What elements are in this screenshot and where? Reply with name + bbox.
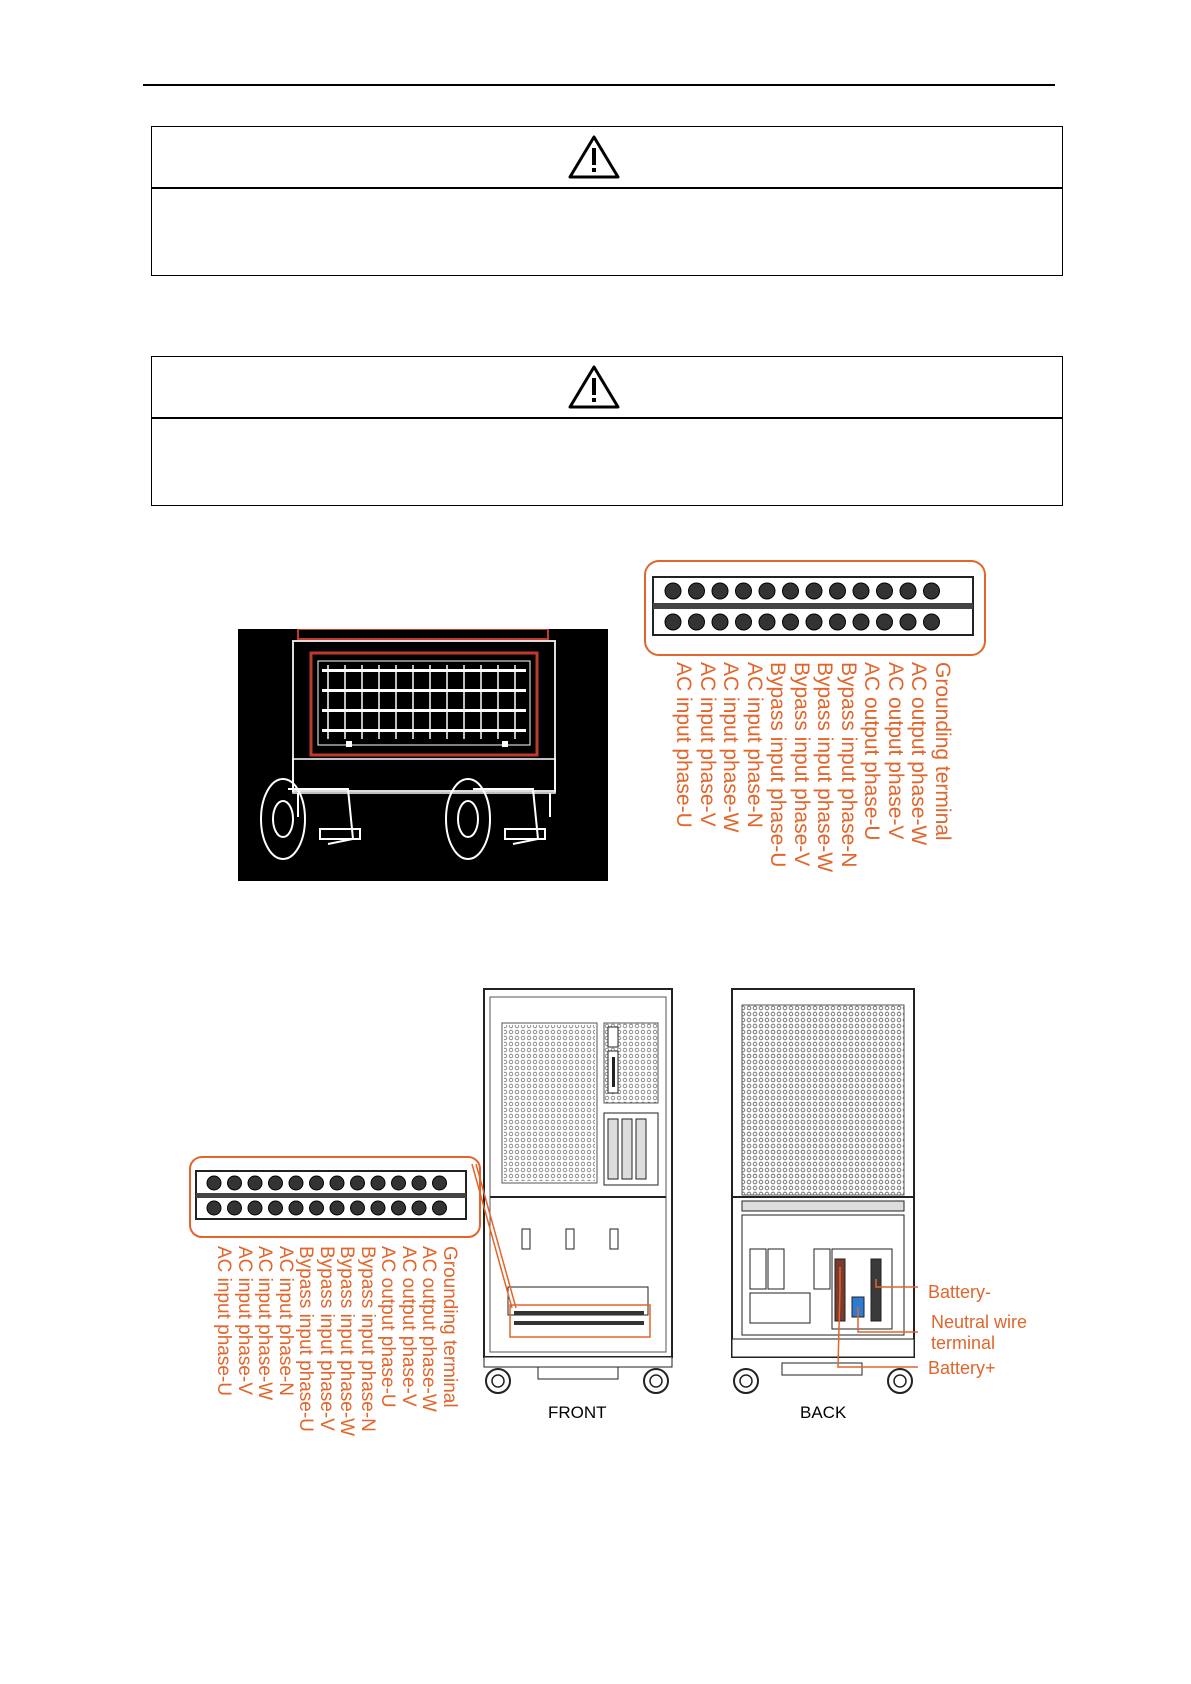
terminal-label: AC input phase-V <box>233 1246 255 1395</box>
terminal-screw <box>665 583 681 599</box>
terminal-screw <box>759 583 775 599</box>
terminal-label: AC output phase-V <box>883 662 907 840</box>
terminal-screw <box>289 1176 303 1190</box>
terminal-label: Bypass input phase-V <box>315 1246 337 1431</box>
terminal-screw <box>371 1201 385 1215</box>
front-caption: FRONT <box>548 1403 607 1422</box>
terminal-screw <box>248 1176 262 1190</box>
terminal-screw <box>351 1201 365 1215</box>
terminal-screw <box>371 1176 385 1190</box>
terminal-screw <box>736 583 752 599</box>
terminal-screw <box>207 1176 221 1190</box>
terminal-screw <box>736 614 752 630</box>
terminal-screw <box>806 614 822 630</box>
ups-bottom-terminal-photo <box>238 629 608 881</box>
terminal-label: Bypass input phase-V <box>789 662 813 867</box>
warning-box-2 <box>151 356 1063 506</box>
warning-box-body <box>152 189 1062 277</box>
terminal-block-zoom-top <box>643 559 987 657</box>
neutral-wire-label: Neutral wire <box>931 1312 1028 1332</box>
terminal-screw <box>228 1201 242 1215</box>
terminal-label: AC output phase-W <box>418 1246 439 1412</box>
terminal-label: Bypass input phase-W <box>813 662 836 873</box>
terminal-label: AC output phase-W <box>907 662 930 846</box>
warning-box-1 <box>151 126 1063 276</box>
terminal-screw <box>924 583 940 599</box>
terminal-label: AC input phase-W <box>254 1246 275 1401</box>
warning-box-header <box>152 357 1062 419</box>
terminal-screw <box>392 1176 406 1190</box>
warning-box-body <box>152 419 1062 507</box>
terminal-screw <box>228 1176 242 1190</box>
terminal-screw <box>330 1201 344 1215</box>
terminal-screw <box>783 583 799 599</box>
terminal-screw <box>689 583 705 599</box>
terminal-block-zoom-bottom <box>188 1155 482 1239</box>
terminal-screw <box>392 1201 406 1215</box>
terminal-screw <box>269 1201 283 1215</box>
terminal-screw <box>433 1201 447 1215</box>
terminal-screw <box>207 1201 221 1215</box>
warning-triangle-icon <box>568 364 620 410</box>
neutral-wire-terminal-label: terminal <box>931 1333 996 1353</box>
terminal-screw <box>248 1201 262 1215</box>
terminal-label: AC output phase-U <box>377 1246 398 1408</box>
terminal-label: AC output phase-U <box>860 662 883 841</box>
terminal-label: Bypass input phase-N <box>836 662 860 868</box>
terminal-label: AC input phase-U <box>672 662 695 828</box>
terminal-screw <box>412 1201 426 1215</box>
terminal-screw <box>877 583 893 599</box>
warning-box-header <box>152 127 1062 189</box>
terminal-screw <box>310 1176 324 1190</box>
back-caption: BACK <box>800 1403 847 1422</box>
terminal-screw <box>806 583 822 599</box>
terminal-screw <box>712 614 728 630</box>
terminal-screw <box>330 1176 344 1190</box>
terminal-screw <box>853 583 869 599</box>
terminal-screw <box>900 583 916 599</box>
ups-back-view <box>728 987 918 1397</box>
terminal-screw <box>759 614 775 630</box>
battery-plus-label: Battery+ <box>928 1358 996 1378</box>
terminal-screw <box>310 1201 324 1215</box>
terminal-label: AC input phase-N <box>742 662 766 828</box>
terminal-label: AC input phase-V <box>695 662 719 827</box>
terminal-label: Bypass input phase-N <box>356 1246 378 1432</box>
battery-minus-label: Battery- <box>928 1282 992 1302</box>
terminal-label: Bypass input phase-W <box>336 1246 357 1437</box>
terminal-label: AC input phase-N <box>274 1246 296 1396</box>
header-rule <box>143 84 1055 86</box>
terminal-label: Grounding terminal <box>930 662 954 841</box>
terminal-screw <box>433 1176 447 1190</box>
terminal-screw <box>289 1201 303 1215</box>
terminal-screw <box>689 614 705 630</box>
terminal-label: AC output phase-V <box>397 1246 419 1407</box>
terminal-screw <box>269 1176 283 1190</box>
warning-triangle-icon <box>568 134 620 180</box>
terminal-screw <box>712 583 728 599</box>
terminal-label: AC input phase-U <box>213 1246 234 1396</box>
terminal-screw <box>830 614 846 630</box>
terminal-screw <box>924 614 940 630</box>
terminal-label: Bypass input phase-U <box>295 1246 316 1432</box>
terminal-screw <box>783 614 799 630</box>
terminal-label: Bypass input phase-U <box>766 662 789 868</box>
terminal-screw <box>412 1176 426 1190</box>
terminal-label: Grounding terminal <box>438 1246 460 1408</box>
terminal-screw <box>853 614 869 630</box>
terminal-screw <box>900 614 916 630</box>
terminal-screw <box>830 583 846 599</box>
terminal-label: AC input phase-W <box>719 662 742 833</box>
terminal-screw <box>351 1176 365 1190</box>
terminal-screw <box>877 614 893 630</box>
terminal-screw <box>665 614 681 630</box>
